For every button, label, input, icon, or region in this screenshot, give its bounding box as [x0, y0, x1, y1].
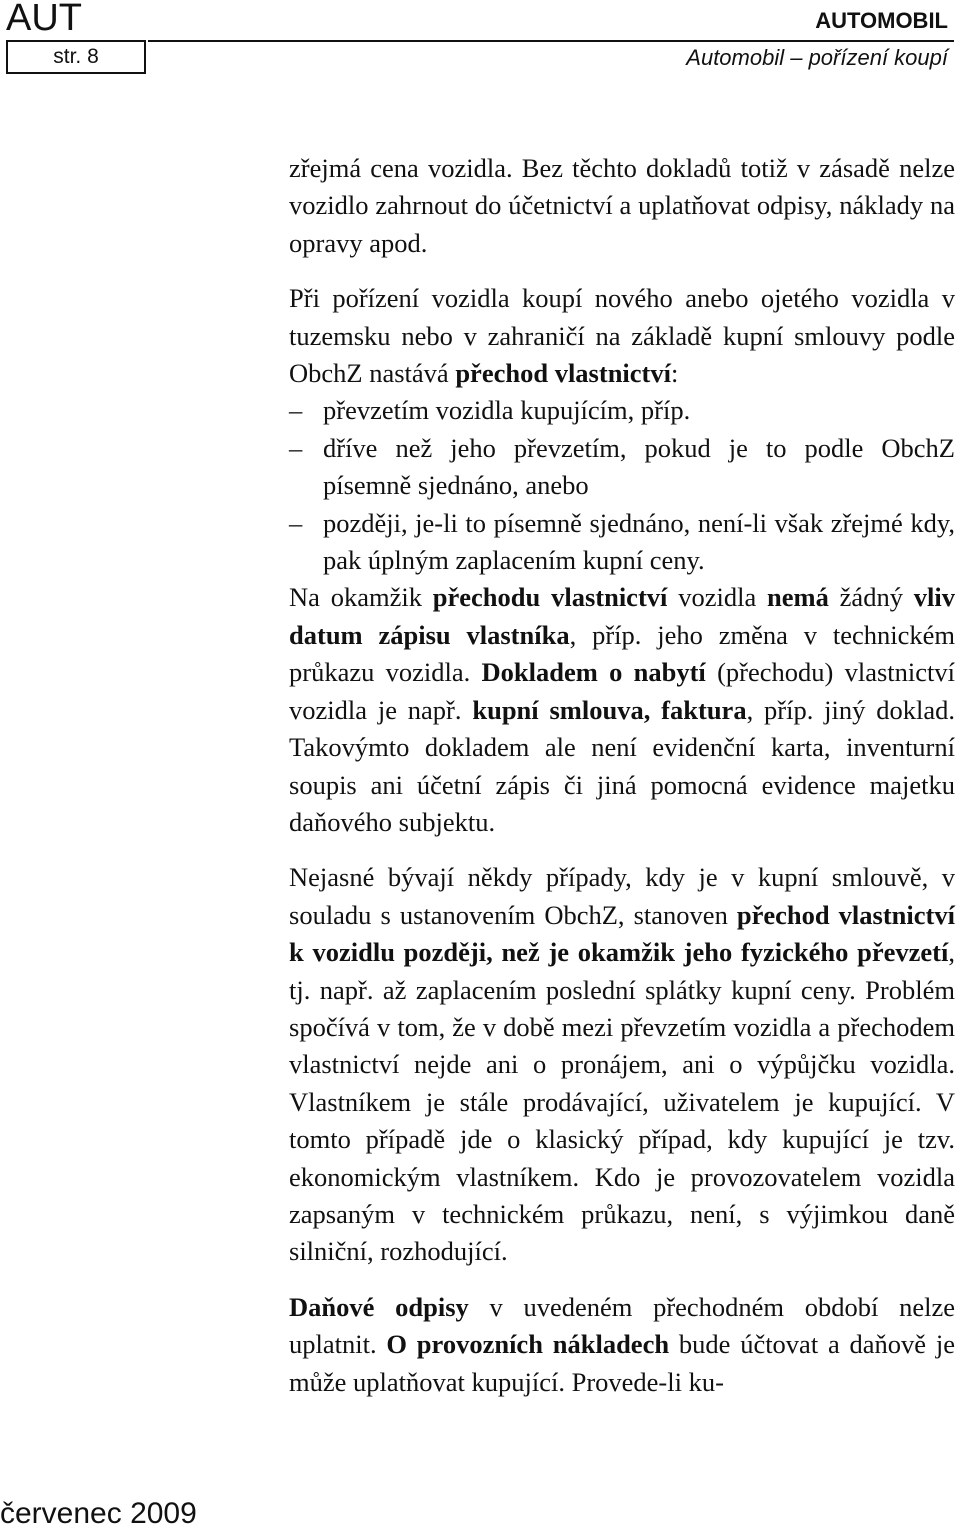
issue-date: červenec 2009	[0, 1497, 197, 1530]
bold-text-run: přechodu vlastnictví	[432, 582, 668, 613]
section-code: AUT	[6, 0, 82, 39]
section-title: AUTOMOBIL	[815, 8, 948, 33]
text-run: (přechodu) vlastnictví vozidla je např.	[289, 657, 955, 725]
text-run: vozidla	[667, 582, 768, 613]
bold-text-run: O provozních nákladech	[386, 1329, 670, 1360]
text-run: v uvedeném přechodném období nelze uplatnit.	[289, 1291, 955, 1360]
main-text	[289, 150, 955, 1401]
text-run: , tj. např. až zaplacením poslední splátky kupní ceny. Problém spočívá v tom, že v době mezi převzetím vozidla a přechodem vlastnictví nejde ani o pronájem, ani o výpůjčku vozidla. Vlastníkem je stále prodávající, uživatelem je kupující. V tomto případě jde o klasický případ, kdy kupující je tzv. ekonomickým vlastníkem. Kdo je provozovatelem vozidla zapsaným v technickém průkazu, není, s výjimkou daně silniční, rozhodující.	[289, 937, 955, 1267]
bold-text-run: přechod vlastnictví k vozidlu později, než je okamžik jeho fyzického převzetí	[289, 899, 955, 968]
page-number: str. 8	[53, 45, 99, 68]
bold-text-run: kupní smlouva, faktura	[472, 694, 747, 725]
bold-text-run: vliv datum zápisu vlastníka	[289, 582, 955, 650]
paragraph-2-bold: přechod vlastnictví	[455, 358, 671, 389]
bold-text-run: Dokladem o nabytí	[481, 657, 706, 688]
list-item: – převzetím vozidla kupujícím, příp.	[289, 392, 955, 429]
text-run: , příp. jiný doklad. Takovýmto dokladem ale není evidenční karta, inventurní soupis ani účetní zápis či jiná pomocná evidence majetku daňového subjektu.	[289, 694, 955, 837]
section-subtitle: Automobil – pořízení koupí	[686, 45, 948, 70]
paragraph-1: zřejmá cena vozidla. Bez těchto dokladů totiž v zásadě nelze vozidlo zahrnout do účetnictví a uplatňovat odpisy, náklady na opravy apod.	[289, 153, 955, 258]
list-item: – dříve než jeho převzetím, pokud je to podle ObchZ písemně sjednáno, anebo	[289, 430, 955, 505]
page-number-box	[6, 40, 146, 74]
text-run: Na okamžik	[289, 582, 433, 613]
paragraph-5	[289, 1289, 955, 1401]
text-run: bude účtovat a daňově je může uplatňovat kupující. Provede-li ku-	[289, 1329, 955, 1397]
paragraph-3	[289, 579, 955, 841]
list-item: – později, je-li to písemně sjednáno, není-li však zřejmé kdy, pak úplným zaplacením kupní ceny.	[289, 505, 955, 580]
header-rule	[148, 40, 954, 42]
paragraph-2-text-a: Při pořízení vozidla koupí nového anebo ojetého vozidla v tuzemsku nebo v zahraničí na základě kupní smlouvy podle ObchZ nastává	[289, 283, 955, 389]
bold-text-run: nemá	[767, 582, 829, 613]
text-run: Nejasné bývají někdy případy, kdy je v kupní smlouvě, v souladu s ustanovením ObchZ, stanoven	[289, 862, 955, 930]
bold-text-run: Daňové odpisy	[289, 1291, 469, 1322]
text-run: žádný	[828, 582, 914, 613]
paragraph-4	[289, 859, 955, 1270]
transfer-conditions-list	[289, 392, 955, 579]
paragraph-2-intro	[289, 280, 955, 392]
paragraph-2-text-c: :	[671, 358, 679, 389]
text-run: , příp. jeho změna v technickém průkazu vozidla.	[289, 619, 955, 688]
